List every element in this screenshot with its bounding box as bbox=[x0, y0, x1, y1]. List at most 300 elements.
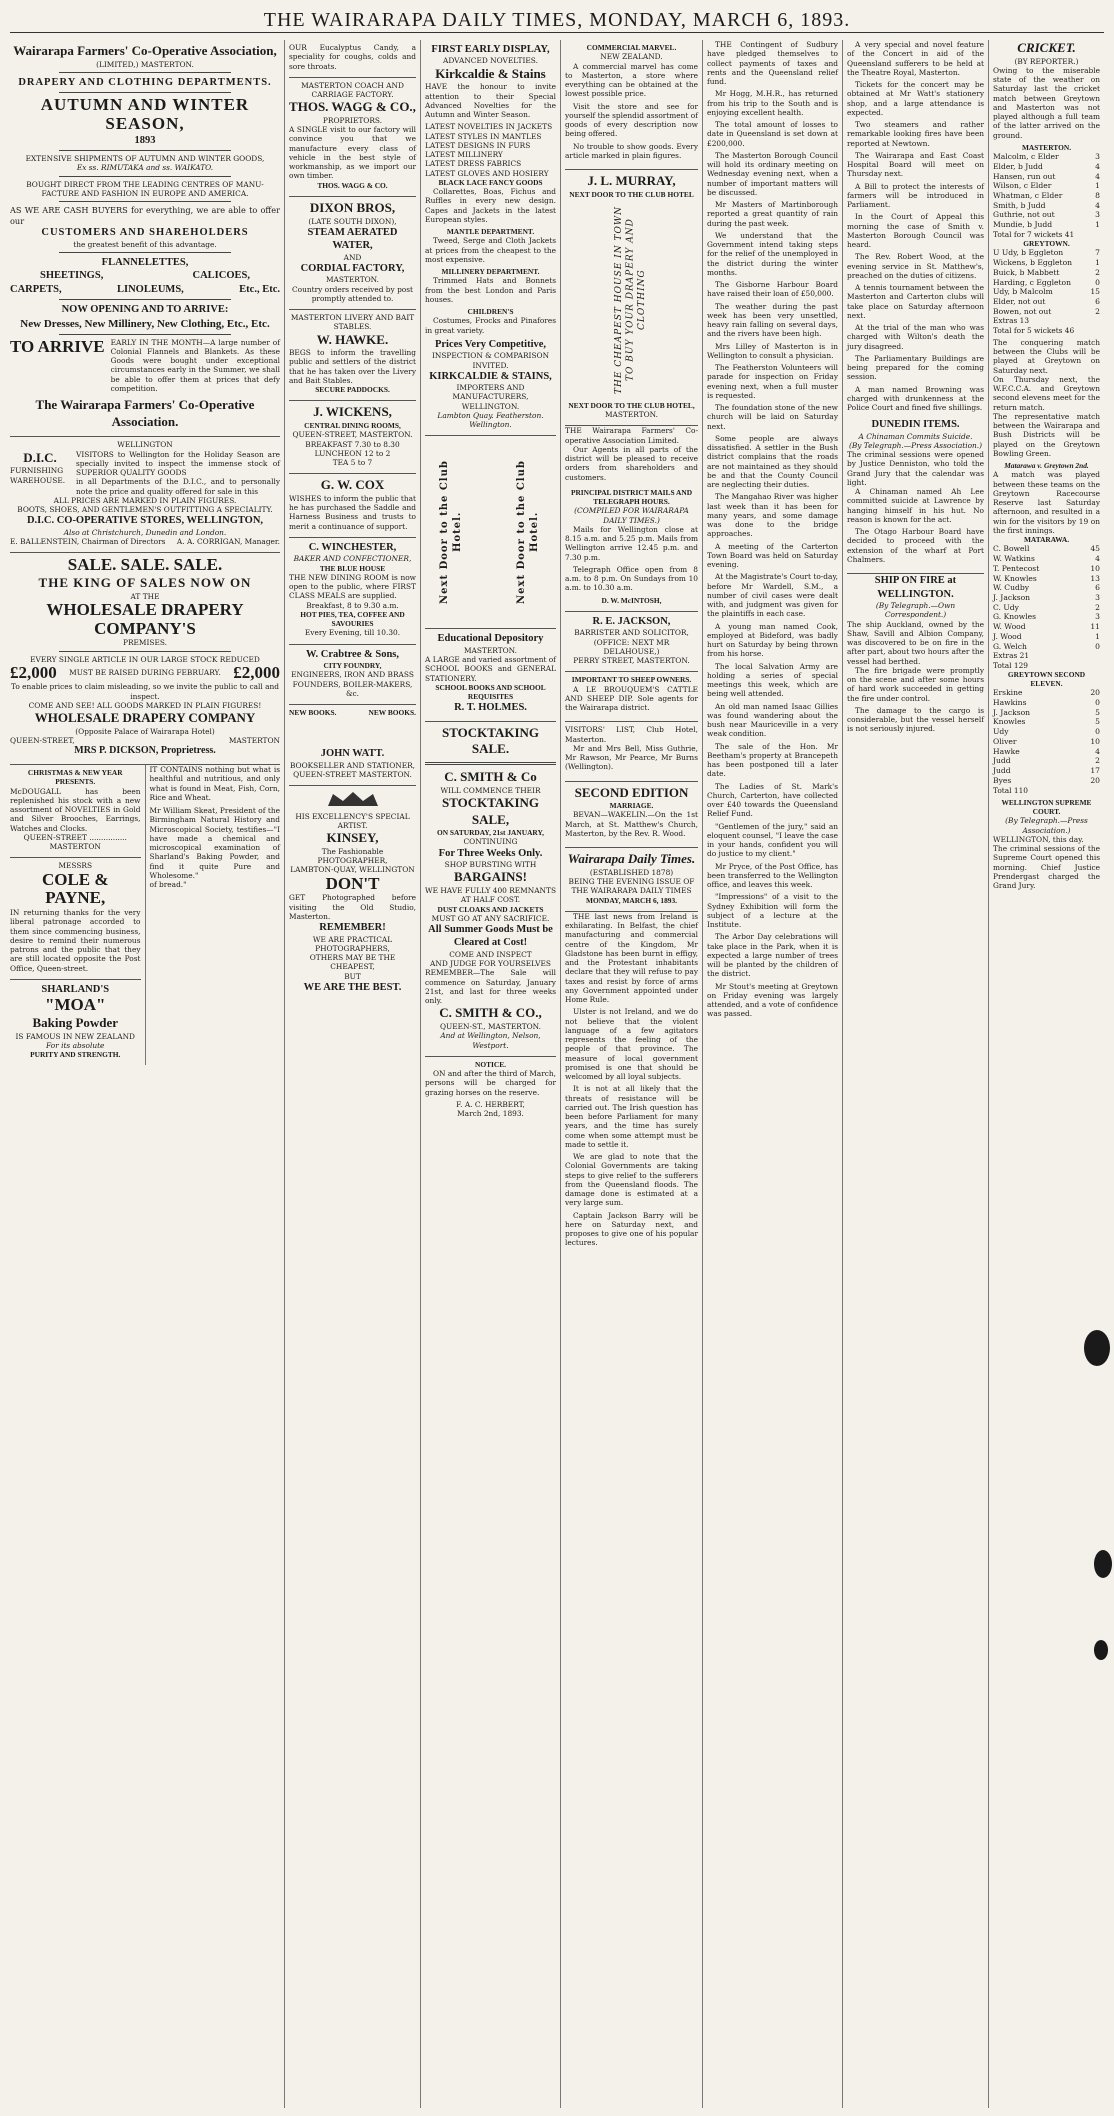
player-score: 11 bbox=[1090, 622, 1100, 632]
sweets-ad bbox=[289, 40, 416, 78]
dic-ad bbox=[10, 437, 280, 553]
column-4 bbox=[560, 40, 702, 2108]
wickens-name: J. WICKENS, bbox=[313, 404, 392, 420]
news-para: THE Contingent of Sudbury have pledged themselves to collect payments of taxes and rents and the Queensland relief fund. bbox=[707, 40, 838, 86]
ad-bought-1: BOUGHT DIRECT FROM THE LEADING CENTRES OF MANU- bbox=[26, 179, 264, 189]
player-name: Judd bbox=[993, 756, 1011, 766]
score-row bbox=[993, 554, 1100, 564]
player-name: C. Bowell bbox=[993, 544, 1030, 554]
saturday: ON SATURDAY, 21st JANUARY, bbox=[437, 828, 544, 838]
educ-large: A LARGE and varied assortment of SCHOOL BOOKS and GENERAL STATIONERY. bbox=[425, 655, 556, 683]
premises: PREMISES. bbox=[122, 638, 168, 648]
score-row bbox=[993, 727, 1100, 737]
vertical-text-1: Next Door to the Club Hotel. bbox=[439, 460, 464, 605]
news-para: The foundation stone of the new church will be laid on Saturday next. bbox=[707, 403, 838, 431]
prices: Prices Very Competitive, bbox=[434, 338, 547, 350]
score-row bbox=[993, 181, 1100, 191]
player-score: 6 bbox=[1095, 296, 1100, 306]
hawke-ad bbox=[289, 310, 416, 401]
dic-title: D.I.C. bbox=[23, 449, 57, 465]
kirk-line: LATEST DRESS FABRICS bbox=[425, 159, 522, 169]
col4-article: THE last news from Ireland is exhilarating. In Belfast, the chief manufacturing and commercial centre of the Kingdom, Mr Gladstone has been burnt in effigy, and the Protestant inhabitants declare that they will refuse to pay taxes and resist by force of arms any Government appointed under Home Rule. Ulster is not Ireland, and we do not believe that the violent language of a few agitators represents the feeling of the people of that province. The measure of local government promised is one that should be welcomed by all loyal subjects. It is not at all likely that the threats of resistance will be carried out. The Irish question has been before Parliament for many years, and the time has surely come when some attempt must be made to settle it. We are glad to note that the Colonial Governments are taking steps to give relief to the sufferers from the Queensland floods. The damage done is estimated at a very large sum. Captain Jackson Barry will be here on Saturday next, and proposes to give one of his popular lectures. bbox=[565, 911, 698, 1248]
player-score: 4 bbox=[1095, 554, 1100, 564]
remnants: WE HAVE FULLY 400 REMNANTS bbox=[425, 886, 557, 895]
player-score: 1 bbox=[1095, 631, 1100, 641]
hot-pies: HOT PIES, TEA, COFFEE AND SAVOURIES bbox=[300, 609, 405, 629]
player-score: 13 bbox=[1090, 573, 1100, 583]
player-score: 8 bbox=[1095, 191, 1100, 200]
player-name: Wickens, b Eggleton bbox=[993, 258, 1073, 268]
dust: DUST CLOAKS AND JACKETS bbox=[437, 904, 544, 914]
ad-to-arrive: TO ARRIVE bbox=[10, 336, 105, 356]
player-score: 5 bbox=[1095, 717, 1100, 727]
principal: PRINCIPAL DISTRICT MAILS AND TELEGRAPH HOURS. bbox=[570, 487, 693, 507]
score-row bbox=[993, 642, 1100, 652]
every-article: EVERY SINGLE ARTICLE IN OUR LARGE STOCK REDUCED bbox=[30, 654, 260, 664]
mat-total: Total 129 bbox=[993, 660, 1029, 670]
wholesale-ad bbox=[10, 553, 280, 765]
notice-ad: NOTICE. ON and after the third of March, persons will be charged for grazing horses on the reserve. F. A. C. HERBERT, March 2nd, 1893. bbox=[425, 1059, 556, 1118]
banner-date: MONDAY, MARCH 6, 1893. bbox=[585, 895, 677, 905]
ad-cash: AS WE ARE CASH BUYERS for everything, we are able to offer our bbox=[10, 205, 280, 226]
ink-blot bbox=[1094, 1640, 1108, 1660]
second-edition-ad: SECOND EDITION MARRIAGE. BEVAN—WAKELIN.—On the 1st March, at St. Matthew's Church, Masterton, by the Rev. R. Wood. bbox=[565, 782, 698, 849]
marriage: MARRIAGE. bbox=[609, 801, 654, 811]
score-row bbox=[993, 220, 1100, 230]
ad-linoleums: LINOLEUMS, bbox=[117, 283, 184, 295]
but: BUT bbox=[344, 971, 361, 981]
player-name: G. Knowles bbox=[993, 612, 1037, 622]
news-para: Mr Masters of Martinborough reported a great quantity of rain during the past week. bbox=[707, 200, 838, 228]
wickens-ad bbox=[289, 401, 416, 474]
cricket-intro: Owing to the miserable state of the weather on Saturday last the cricket match between Greytown and Masterton was not played although a full team of the latter arrived on the ground. bbox=[993, 65, 1100, 140]
cox-ad bbox=[289, 474, 416, 538]
ship-section: SHIP ON FIRE at WELLINGTON. (By Telegraph.—Own Correspondent.) The ship Auckland, owned by the Shaw, Savill and Albion Company, was discovered to be on fire in the after part, about two hours after the vessel had berthed. The fire brigade were promptly on the scene and after some hours of hard work succeeded in getting the fire under control. The damage to the cargo is considerable, but the vessel herself is not seriously injured. bbox=[847, 575, 984, 734]
murray-name: J. L. MURRAY, bbox=[587, 173, 676, 188]
news-para: The Rev. Robert Wood, at the evening service in St. Matthew's, preached on the duties of citizens. bbox=[847, 252, 984, 280]
player-name: Guthrie, not out bbox=[993, 210, 1055, 220]
office: (OFFICE: NEXT MR DELAHOUSE,) bbox=[593, 637, 670, 656]
dixon-masterton: MASTERTON. bbox=[325, 275, 380, 285]
blue-house: THE BLUE HOUSE bbox=[319, 563, 386, 573]
farmers-association-ad bbox=[10, 40, 280, 437]
telegram: (COMPILED FOR WAIRARAPA DAILY TIMES.) bbox=[574, 506, 689, 525]
ad-year: 1893 bbox=[134, 134, 156, 146]
player-score: 2 bbox=[1095, 306, 1100, 316]
smith-name: C. SMITH & Co bbox=[444, 769, 537, 785]
cricket-p3: The representative match between the Wairarapa and Bush Districts will be played on the Greytown Bowling Green. bbox=[993, 411, 1100, 458]
score-row bbox=[993, 574, 1100, 584]
mcdougall-addr: QUEEN-STREET ................ MASTERTON bbox=[23, 832, 127, 852]
score-row bbox=[993, 776, 1100, 786]
wickens-queen: QUEEN-STREET, MASTERTON. bbox=[292, 430, 413, 440]
supreme-heading: WELLINGTON SUPREME COURT. bbox=[1001, 797, 1092, 816]
score-row bbox=[993, 162, 1100, 172]
wdc-address bbox=[10, 736, 280, 745]
ad-customers: CUSTOMERS AND SHAREHOLDERS bbox=[41, 227, 249, 239]
score-row bbox=[993, 688, 1100, 698]
kirk-wellington: WELLINGTON. bbox=[461, 401, 520, 411]
must-raise: MUST BE RAISED DURING FEBRUARY. bbox=[69, 668, 221, 678]
news-para: The total amount of losses to date in Queensland is set down at £200,000. bbox=[707, 120, 838, 148]
score-row bbox=[993, 632, 1100, 642]
col4-news: THE Wairarapa Farmers' Co-operative Association Limited. Our Agents in all parts of the district will be pleased to receive orders from shareholders and customers. bbox=[565, 426, 698, 482]
score-row bbox=[993, 201, 1100, 211]
suicide-heading: A Chinaman Commits Suicide. bbox=[858, 431, 973, 441]
steam: STEAM AERATED WATER, bbox=[307, 226, 398, 252]
player-score: 5 bbox=[1095, 707, 1100, 717]
hawke-text: BEGS to inform the travelling public and settlers of the district that he has taken over the Livery and Bait Stables. bbox=[289, 348, 416, 385]
col5-news: THE Contingent of Sudbury have pledged themselves to collect payments of taxes and rents and the Queensland relief fund. Mr Hogg, M.H.R., has returned from his trip to the South and is enjoying excellent health. The total amount of losses to date in Queensland is set down at £200,000. The Masterton Borough Council will hold its ordinary meeting on Wednesday evening next, when a number of important matters will be discussed. Mr Masters of Martinborough reported a great quantity of rain during the past week. We understand that the Government intend taking steps for the relief of the unemployed in the district during the winter months. The Gisborne Harbour Board have raised their loan of £50,000. The weather during the past week has been very unsettled, heavy rain falling on several days, and the rivers have been high. Mrs Lilley of Masterton is in Wellington to consult a physician. The Featherston Volunteers will parade for inspection on Friday evening next, when a full muster is requested. The foundation stone of the new church will be laid on Saturday next. Some people are always dissatisfied. A settler in the Bush district complains that the roads are not maintained as they should be and that the County Council are neglecting their duties. The Mangahao River was higher last week than it has been for many years, and some damage was done to the bridge approaches. A meeting of the Carterton Town Board was held on Saturday evening. At the Magistrate's Court to-day, before Mr Wardell, S.M., a number of civil cases were dealt with, and judgment was given for the plaintiffs in each case. A young man named Cook, employed at Bideford, was badly hurt on Saturday by being thrown from his horse. The local Salvation Army are holding a series of special meetings this week, which are being well attended. An old man named Isaac Gillies was found wandering about the bush near Mauriceville in a very weak condition. The sale of the Hon. Mr Beetham's property at Brancepeth has been postponed till a later date. The Ladies of St. Mark's Church, Carterton, have collected over £40 towards the Queensland Relief Fund. "Gentlemen of the jury," said an eloquent counsel, "I leave the case in your hands, confident you will do justice to my client." Mr Pryce, of the Post Office, has been transferred to the Wellington office, and leaves this week. "Impressions" of a visit to the Sydney Exhibition will form the subject of a lecture at the Institute. The Arbor Day celebrations will take place in the Park, when it is expected a large number of trees will be planted by the children of the district. Mr Stout's meeting at Greytown on Friday evening was largely attended, and a vote of confidence was passed. bbox=[707, 40, 838, 1019]
jackson-ad bbox=[565, 612, 698, 672]
player-name: Elder, b Judd bbox=[993, 161, 1043, 171]
ad-season: AUTUMN AND WINTER SEASON, bbox=[40, 95, 250, 133]
score-row bbox=[993, 248, 1100, 258]
kirk-lines bbox=[425, 122, 556, 178]
kirk-line: LATEST MILLINERY bbox=[425, 150, 503, 160]
m-total: Total for 7 wickets 41 bbox=[993, 229, 1075, 239]
barrister: BARRISTER AND SOLICITOR, bbox=[574, 628, 689, 638]
score-row bbox=[993, 698, 1100, 708]
player-name: W. Cudby bbox=[993, 583, 1030, 593]
inspection: INSPECTION & COMPARISON INVITED. bbox=[431, 351, 550, 370]
come-and: COME AND INSPECT bbox=[449, 949, 532, 959]
mcdougall-ad bbox=[10, 765, 141, 858]
player-name: Hawke bbox=[993, 746, 1020, 756]
player-score: 3 bbox=[1095, 152, 1100, 162]
dic-plain: ALL PRICES ARE MARKED IN PLAIN FIGURES. bbox=[53, 495, 237, 505]
dic-place: WELLINGTON bbox=[117, 440, 173, 450]
three-weeks: For Three Weeks Only. bbox=[438, 847, 543, 859]
columns bbox=[10, 40, 1104, 2108]
player-name: Byes bbox=[993, 775, 1012, 785]
player-score: 1 bbox=[1095, 258, 1100, 268]
col6-news: A very special and novel feature of the Concert in aid of the Queensland sufferers to be held at the Theatre Royal, Masterton. Tickets for the concert may be obtained at Mr Watt's stationery shop, and a large attendance is expected. Two steamers and rather remarkable looking fires have been reported at Newtown. The Wairarapa and East Coast Hospital Board will meet on Thursday next. A Bill to protect the interests of farmers will be introduced in Parliament. In the Court of Appeal this morning the case of Smith v. Masterton Borough Council was heard. The Rev. Robert Wood, at the evening service in St. Matthew's, preached on the duties of citizens. A tennis tournament between the Masterton and Carterton clubs will take place on Saturday afternoon next. At the trial of the man who was charged with Wilton's death the jury disagreed. The Parliamentary Buildings are being prepared for the coming session. A man named Browning was charged with drunkenness at the Police Court and fined five shillings. bbox=[847, 40, 984, 412]
dic-ware: FURNISHING WAREHOUSE. bbox=[10, 466, 66, 485]
new-dining: THE NEW DINING ROOM is now open to the public, where FIRST CLASS MEALS are supplied. bbox=[289, 572, 416, 601]
perry: PERRY STREET, MASTERTON. bbox=[573, 656, 690, 666]
visitors: VISITORS' LIST, Club Hotel, Masterton. bbox=[565, 725, 698, 744]
player-name: Judd bbox=[993, 766, 1011, 776]
score-row bbox=[993, 717, 1100, 727]
dunedin-text: The criminal sessions were opened by Justice Denniston, who told the Grand Jury that the calendar was light. bbox=[847, 450, 984, 487]
player-name: Udy, b Malcolm bbox=[993, 287, 1053, 297]
best: WE ARE THE BEST. bbox=[303, 981, 402, 993]
g-total: Total for 5 wickets 46 bbox=[993, 325, 1075, 335]
ad-now-opening: NOW OPENING AND TO ARRIVE: bbox=[61, 304, 229, 316]
kirk-line: LATEST NOVELTIES IN JACKETS bbox=[425, 122, 553, 132]
sharland: SHARLAND'S bbox=[41, 983, 110, 995]
paper-banner bbox=[565, 848, 698, 912]
notice: NOTICE. bbox=[474, 1059, 506, 1069]
sharland-ad bbox=[10, 980, 141, 1066]
news-para: A very special and novel feature of the Concert in aid of the Queensland sufferers to be held at the Theatre Royal, Masterton. bbox=[847, 40, 984, 77]
score-row bbox=[993, 307, 1100, 317]
ad-row-carpets bbox=[10, 283, 280, 296]
player-name: Knowles bbox=[993, 717, 1026, 727]
moa: "MOA" bbox=[45, 995, 106, 1015]
player-name: Buick, b Mabbett bbox=[993, 267, 1060, 277]
player-name: C. Udy bbox=[993, 602, 1019, 612]
player-score: 1 bbox=[1095, 181, 1100, 191]
ship-text: The ship Auckland, owned by the Shaw, Savill and Albion Company, was discovered to be on fire in the after part, about two hours after the vessel had berthed. bbox=[847, 619, 984, 666]
player-name: W. Wood bbox=[993, 622, 1026, 632]
summer: All Summer Goods Must be Cleared at Cost! bbox=[428, 924, 553, 949]
score-row bbox=[993, 210, 1100, 220]
player-name: Bowen, not out bbox=[993, 306, 1052, 316]
masthead-title: THE WAIRARAPA DAILY TIMES, MONDAY, MARCH 6, 1893. bbox=[10, 8, 1104, 33]
dunedin-section: DUNEDIN ITEMS. A Chinaman Commits Suicide. (By Telegraph.—Press Association.) The criminal sessions were opened by Justice Denniston, who told the Grand Jury that the calendar was light. A Chinaman named Ah Lee committed suicide at Lawrence by hanging himself in his hut. No reason is known for the act. The Otago Harbour Board have decided to proceed with the extension of the wharf at Port Chalmers. bbox=[847, 415, 984, 574]
col1-lower-left bbox=[10, 765, 146, 1065]
wagg-name: THOS. WAGG & CO., bbox=[289, 99, 416, 115]
central: CENTRAL DINING ROOMS, bbox=[304, 421, 401, 431]
score-row bbox=[993, 612, 1100, 622]
hawke-name: W. HAWKE. bbox=[316, 331, 389, 347]
news-para: At the trial of the man who was charged with Wilton's death the jury disagreed. bbox=[847, 323, 984, 351]
score-row bbox=[993, 564, 1100, 574]
kirk-line: LATEST GLOVES AND HOSIERY bbox=[425, 168, 549, 178]
supreme-date: WELLINGTON, this day. bbox=[993, 834, 1084, 844]
wagg-sign: THOS. WAGG & CO. bbox=[317, 180, 388, 190]
player-score: 20 bbox=[1090, 775, 1100, 785]
amount-right: £2,000 bbox=[233, 662, 280, 682]
mails-ad: PRINCIPAL DISTRICT MAILS AND TELEGRAPH HOURS. (COMPILED FOR WAIRARAPA DAILY TIMES.) Mails for Wellington close at 8.15 a.m. and 5.25 p.m. Mails from Wellington arrive 12.45 p.m. and 7.30 p.m. Telegraph Office open from 8 a.m. to 8 p.m. On Sundays from 10 a.m. to 10.30 a.m. D. W. McINTOSH, bbox=[565, 485, 698, 612]
dunedin-heading: DUNEDIN ITEMS. bbox=[871, 419, 960, 431]
sharland-contains: IT CONTAINS nothing but what is healthful and nutritious, and only what is found in Meat, Fish, Corn, Rice and Wheat. bbox=[149, 765, 280, 802]
wholesale-heading: WHOLESALE DRAPERY COMPANY'S bbox=[46, 599, 244, 638]
ad-ships: Ex ss. RIMUTAKA and ss. WAIKATO. bbox=[76, 163, 214, 173]
score-row bbox=[993, 737, 1100, 747]
ad-dresses: New Dresses, New Millinery, New Clothing, Etc., Etc. bbox=[20, 317, 270, 330]
holmes: R. T. HOLMES. bbox=[454, 702, 527, 714]
player-score: 2 bbox=[1095, 756, 1100, 766]
player-score: 10 bbox=[1090, 563, 1100, 573]
player-name: Harding, c Eggleton bbox=[993, 277, 1072, 287]
score-row bbox=[993, 191, 1100, 201]
educ: Educational Depository bbox=[437, 633, 544, 645]
millinery: MILLINERY DEPARTMENT. bbox=[441, 267, 540, 277]
column-2 bbox=[284, 40, 420, 2108]
player-name: U Udy, b Eggleton bbox=[993, 248, 1064, 258]
cricket-section bbox=[993, 40, 1100, 66]
score-row bbox=[993, 583, 1100, 593]
ad-bought-2: FACTURE AND FASHION IN EUROPE AND AMERICA. bbox=[41, 188, 249, 198]
player-score: 4 bbox=[1095, 746, 1100, 756]
matarawa-team: MATARAWA. bbox=[1023, 535, 1070, 545]
m-heading: MASTERTON. bbox=[1021, 142, 1072, 152]
news-para: The Gisborne Harbour Board have raised their loan of £50,000. bbox=[707, 280, 838, 299]
kirk-text: HAVE the honour to invite attention to their Special Advanced Novelties for the Autumn and Winter Season. bbox=[425, 82, 556, 120]
purity: PURITY AND STRENGTH. bbox=[30, 1050, 121, 1059]
g-heading: GREYTOWN. bbox=[1023, 239, 1070, 249]
news-para: Mrs Lilley of Masterton is in Wellington to consult a physician. bbox=[707, 341, 838, 360]
column-3 bbox=[420, 40, 560, 2108]
breakfast: BREAKFAST 7.30 to 8.30 bbox=[305, 439, 400, 449]
cricket-heading: CRICKET. bbox=[1017, 40, 1076, 55]
sharland-skeat: Mr William Skeat, President of the Birmingham Natural History and Microscopical Society, testifies—"I have made a chemical and microscopical examination of Sharland's Baking Powder, and find it quite Pure and Wholesome." bbox=[149, 806, 280, 880]
ad-sheetings: SHEETINGS, bbox=[40, 270, 104, 282]
player-name: Smith, b Judd bbox=[993, 200, 1046, 210]
ad-to-arrive-text: EARLY IN THE MONTH—A large number of Colonial Flannels and Blankets. As these Goods were bought under exceptional circumstances early in the Summer, we shall be able to offer them at prices that defy competition. bbox=[110, 337, 280, 393]
advanced: ADVANCED NOVELTIES. bbox=[443, 56, 538, 66]
column-5 bbox=[702, 40, 842, 2108]
player-score: 0 bbox=[1095, 698, 1100, 708]
score-row bbox=[993, 747, 1100, 757]
ad-carpets: CARPETS, bbox=[10, 283, 62, 295]
wdc-masterton: MASTERTON bbox=[228, 736, 280, 746]
commence: WILL COMMENCE THEIR bbox=[440, 785, 541, 795]
stocktaking: STOCKTAKING SALE. bbox=[441, 724, 540, 757]
dixon-ad bbox=[289, 197, 416, 310]
sheep: IMPORTANT TO SHEEP OWNERS. bbox=[571, 675, 692, 685]
messrs: MESSRS bbox=[58, 861, 93, 871]
dic-text: VISITORS to Wellington for the Holiday Season are specially invited to inspect the immense stock of SUPERIOR QUALITY GOODS bbox=[76, 449, 280, 478]
supreme-text: The criminal sessions of the Supreme Court opened this morning. Chief Justice Prendergast charged the Grand Jury. bbox=[993, 844, 1100, 890]
bargains: BARGAINS! bbox=[454, 869, 527, 885]
judge: AND JUDGE FOR YOURSELVES bbox=[430, 959, 551, 969]
dont-text: GET Photographed before visiting the Old Studio, Masterton. bbox=[289, 893, 416, 921]
murray-next: NEXT DOOR TO THE CLUB HOTEL bbox=[569, 189, 694, 199]
dic-signatures bbox=[10, 537, 280, 546]
cricket-p1: The conquering match between the Clubs will be played at Greytown on Saturday next. bbox=[993, 337, 1100, 375]
player-name: Mundie, b Judd bbox=[993, 220, 1053, 230]
mcintosh: D. W. McINTOSH, bbox=[601, 595, 662, 605]
player-score: 45 bbox=[1090, 544, 1100, 554]
player-name: Udy bbox=[993, 727, 1009, 737]
herbert: F. A. C. HERBERT, bbox=[456, 1099, 525, 1109]
dont: DON'T bbox=[325, 873, 380, 893]
winchester-baker: BAKER AND CONFECTIONER, bbox=[293, 554, 412, 564]
cricket-p2: On Thursday next, the W.F.C.C.A. and Greytown second elevens meet for the return match. bbox=[993, 374, 1100, 412]
wdc-heading: WHOLESALE DRAPERY COMPANY bbox=[34, 710, 256, 726]
player-score: 0 bbox=[1095, 727, 1100, 737]
player-name: Hansen, run out bbox=[993, 171, 1056, 181]
kirk2: KIRKCALDIE & STAINS, bbox=[429, 370, 552, 382]
crabtree-ad bbox=[289, 645, 416, 705]
sale-heading: SALE. SALE. SALE. bbox=[67, 555, 223, 575]
dic-stores: D.I.C. CO-OPERATIVE STORES, WELLINGTON, bbox=[26, 515, 264, 527]
player-name: J. Jackson bbox=[993, 707, 1031, 717]
cole-payne-ad bbox=[10, 858, 141, 979]
greytown-second-score-table bbox=[993, 688, 1100, 785]
kinsey-ad bbox=[289, 786, 416, 1000]
murray-masterton: MASTERTON. bbox=[604, 410, 659, 420]
ad-subtitle: (LIMITED,) MASTERTON. bbox=[96, 59, 194, 69]
matarawa-score-table bbox=[993, 544, 1100, 651]
children: CHILDREN'S bbox=[467, 307, 514, 317]
ad-flannel: FLANNELETTES, bbox=[101, 256, 189, 268]
ad-row-sheetings bbox=[10, 269, 280, 282]
remember: REMEMBER! bbox=[319, 922, 386, 934]
player-score: 4 bbox=[1095, 171, 1100, 181]
score-row bbox=[993, 152, 1100, 162]
winchester-name: C. WINCHESTER, bbox=[308, 541, 397, 553]
dunedin-source: (By Telegraph.—Press Association.) bbox=[848, 440, 983, 450]
player-score: 2 bbox=[1095, 267, 1100, 277]
gt2-heading: GREYTOWN SECOND ELEVEN. bbox=[1007, 669, 1086, 689]
kinsey-name: KINSEY, bbox=[326, 830, 379, 846]
notice-date: March 2nd, 1893. bbox=[457, 1109, 524, 1118]
bookseller: BOOKSELLER AND STATIONER, bbox=[289, 760, 416, 770]
xmas-heading: CHRISTMAS & NEW YEAR PRESENTS. bbox=[27, 768, 123, 787]
club-hotel-vertical bbox=[425, 436, 556, 629]
watt-queen: QUEEN-STREET MASTERTON. bbox=[293, 770, 412, 779]
new-books-row bbox=[289, 708, 416, 717]
player-score: 10 bbox=[1090, 736, 1100, 746]
new-books-1: NEW BOOKS. bbox=[289, 708, 337, 718]
wdc-dickson: MRS P. DICKSON, Proprietress. bbox=[74, 745, 216, 757]
commercial-ad: COMMERCIAL MARVEL. NEW ZEALAND. A commercial marvel has come to Masterton, a store where everything can be obtained at the lowest possible price. Visit the store and see for yourself the splendid assortment of goods of every description now being offered. No trouble to show goods. Every article marked in plain figures. bbox=[565, 40, 698, 170]
player-score: 3 bbox=[1095, 612, 1100, 622]
come-text: COME AND SEE! ALL GOODS MARKED IN PLAIN FIGURES! bbox=[28, 700, 262, 710]
dixon-name: DIXON BROS, bbox=[309, 199, 396, 215]
score-row bbox=[993, 766, 1100, 776]
dixon-sub: (LATE SOUTH DIXON), bbox=[308, 216, 397, 226]
evening: Every Evening, till 10.30. bbox=[304, 628, 401, 638]
player-name: J. Wood bbox=[993, 631, 1022, 641]
dic-boots: BOOTS, SHOES, AND GENTLEMEN'S OUTFITTING A SPECIALITY. bbox=[17, 505, 273, 515]
new-zealand: NEW ZEALAND. bbox=[600, 52, 663, 62]
matarawa-text: A match was played between these teams on the Greytown Racecourse Reserve last Saturday afternoon, and resulted in a win for the visitors by 19 on the first innings. bbox=[993, 470, 1100, 535]
player-score: 2 bbox=[1095, 602, 1100, 612]
payne: PAYNE, bbox=[45, 888, 106, 908]
player-score: 15 bbox=[1090, 287, 1100, 297]
dixon-supplied: Country orders received by post promptly attended to. bbox=[291, 284, 414, 303]
greytown-score-table bbox=[993, 248, 1100, 316]
kirk-filler: Collarettes, Boas, Fichus and Ruffles in every new design. Capes and Jackets in the latest European styles. bbox=[425, 187, 556, 224]
commercial: COMMERCIAL MARVEL. bbox=[586, 43, 677, 52]
player-name: G. Welch bbox=[993, 641, 1027, 651]
player-score: 0 bbox=[1095, 641, 1100, 651]
cricket-reporter: (BY REPORTER.) bbox=[1014, 56, 1079, 66]
luncheon: LUNCHEON 12 to 2 bbox=[314, 448, 391, 458]
is-famous: IS FAMOUS IN NEW ZEALAND bbox=[15, 1031, 135, 1041]
col1-lower bbox=[10, 765, 280, 1065]
score-row bbox=[993, 603, 1100, 613]
mcdougall-text: McDOUGALL has been replenished his stock with a new assortment of NOVELTIES in Gold and Silver Brooches, Earrings, Watches and Clocks. bbox=[10, 786, 141, 833]
player-score: 4 bbox=[1095, 200, 1100, 210]
smith-remember: REMEMBER—The Sale will commence on Saturday, January 21st, and last for three weeks only. bbox=[425, 968, 556, 1006]
masterton-score-table bbox=[993, 152, 1100, 230]
player-name: Wilson, c Elder bbox=[993, 181, 1052, 191]
carriage-heading: MASTERTON COACH AND CARRIAGE FACTORY. bbox=[301, 80, 404, 99]
books-ad bbox=[289, 705, 416, 786]
ink-blot bbox=[1094, 1550, 1112, 1578]
supreme-source: (By Telegraph.—Press Association.) bbox=[1005, 816, 1088, 835]
cordial: CORDIAL FACTORY, bbox=[300, 262, 405, 274]
ad-dept: DRAPERY AND CLOTHING DEPARTMENTS. bbox=[18, 76, 272, 88]
wdc-sub: (Opposite Palace of Wairarapa Hotel) bbox=[75, 726, 215, 736]
player-score: 0 bbox=[1095, 277, 1100, 287]
holmes-ad bbox=[425, 629, 556, 721]
kirk-name: Kirkcaldie & Stains bbox=[435, 65, 546, 81]
score-row bbox=[993, 287, 1100, 297]
sweets-text: OUR Eucalyptus Candy, a speciality for coughs, colds and sore throats. bbox=[289, 43, 416, 71]
gt2-total: Total 110 bbox=[993, 785, 1029, 795]
dic-mgr: A. A. CORRIGAN, Manager. bbox=[176, 537, 280, 547]
player-name: Malcolm, c Elder bbox=[993, 152, 1059, 162]
paper-title: Wairarapa Daily Times. bbox=[567, 851, 696, 867]
col1-lower-right bbox=[150, 765, 281, 1065]
tea: TEA 5 to 7 bbox=[332, 458, 373, 468]
crown-emblem-icon bbox=[323, 789, 383, 809]
city-foundry: CITY FOUNDRY, bbox=[323, 661, 382, 671]
winchester-ad bbox=[289, 538, 416, 645]
lambton: LAMBTON-QUAY, WELLINGTON bbox=[290, 865, 415, 875]
score-row bbox=[993, 622, 1100, 632]
excellency: HIS EXCELLENCY'S SPECIAL ARTIST. bbox=[295, 811, 410, 830]
player-score: 3 bbox=[1095, 593, 1100, 602]
